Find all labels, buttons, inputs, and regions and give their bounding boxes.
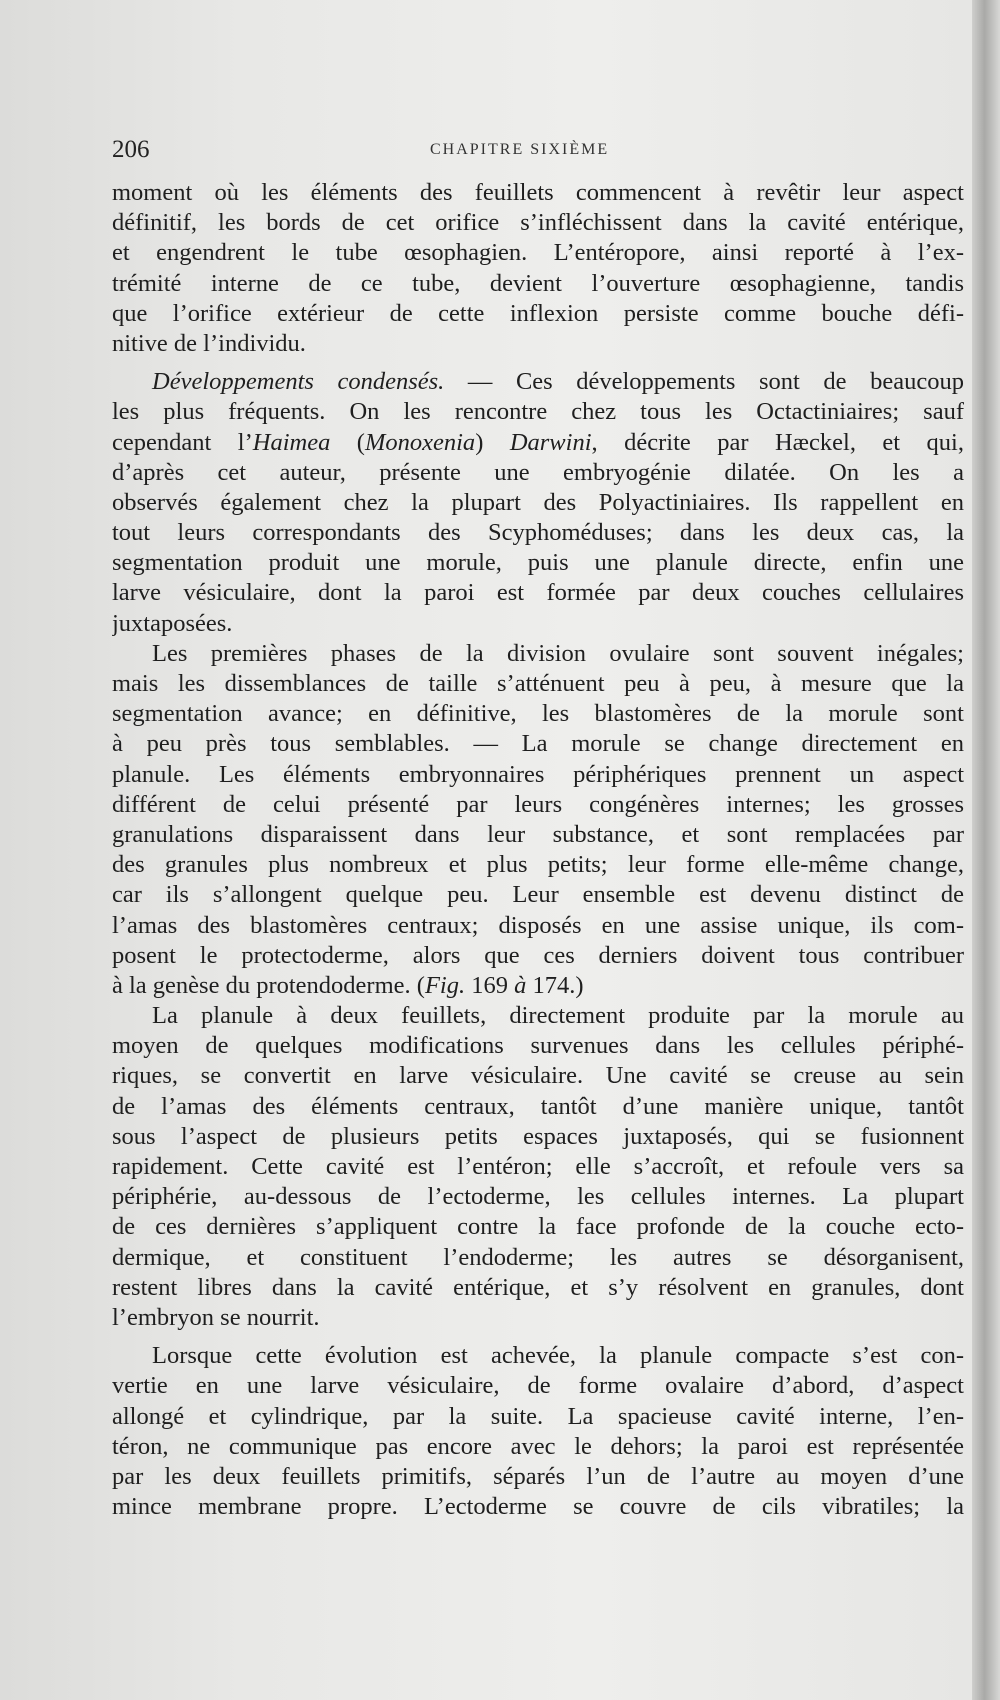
- line-text: cependant l’: [112, 428, 253, 456]
- running-head: CHAPITRE SIXIÈME: [430, 141, 610, 158]
- text-line: car ils s’allongent quelque peu. Leur ensemble est devenu distinct de: [112, 881, 964, 909]
- text-line: mince membrane propre. L’ectoderme se couvre de cils vibratiles; la: [112, 1493, 964, 1521]
- page-number: 206: [112, 136, 150, 163]
- text-line: à peu près tous semblables. — La morule se change directement en: [112, 730, 964, 758]
- text-line: restent libres dans la cavité entérique, et s’y résolvent en granules, dont: [112, 1273, 964, 1301]
- text-line: [112, 367, 964, 397]
- text-line: trémité interne de ce tube, devient l’ouverture œsophagienne, tandis: [112, 269, 964, 297]
- section-heading: Développements condensés.: [152, 368, 445, 396]
- text-line: et engendrent le tube œsophagien. L’entéropore, ainsi reporté à l’ex-: [112, 239, 964, 267]
- text-line: segmentation avance; en définitive, les blastomères de la morule sont: [112, 700, 964, 728]
- text-line: sous l’aspect de plusieurs petits espaces juxtaposés, qui se fusionnent: [112, 1122, 964, 1150]
- body-text: [112, 178, 964, 1522]
- text-line: mais les dissemblances de taille s’atténuent peu à peu, à mesure que la: [112, 670, 964, 697]
- text-line: riques, se convertit en larve vésiculaire. Une cavité se creuse au sein: [112, 1062, 964, 1090]
- subgenus-name: Monoxenia: [364, 428, 476, 456]
- text-line: vertie en une larve vésiculaire, de forme ovalaire d’abord, d’aspect: [112, 1372, 964, 1400]
- text-line: rapidement. Cette cavité est l’entéron; elle s’accroît, et refoule vers sa: [112, 1153, 964, 1180]
- text-line: planule. Les éléments embryonnaires périphériques prennent un aspect: [112, 760, 964, 788]
- line-text: décrite par Hæckel, et qui,: [624, 428, 964, 456]
- text-line: de l’amas des éléments centraux, tantôt d’une manière unique, tantôt: [112, 1092, 964, 1120]
- text-line: dermique, et constituent l’endoderme; les autres se désorganisent,: [112, 1243, 964, 1271]
- text-line: juxtaposées.: [112, 609, 233, 637]
- line-text: à la genèse du protendoderme. (: [112, 971, 425, 999]
- figure-ref: Fig.: [424, 971, 466, 999]
- text-line: larve vésiculaire, dont la paroi est formée par deux couches cellulaires: [112, 579, 964, 607]
- text-line: Lorsque cette évolution est achevée, la planule compacte s’est con-: [152, 1342, 964, 1370]
- text-line: Les premières phases de la division ovulaire sont souvent inégales;: [152, 639, 964, 667]
- text-line: les plus fréquents. On les rencontre chez tous les Octactiniaires; sauf: [112, 398, 964, 426]
- genus-name: Haimea: [252, 428, 331, 456]
- text-line: nitive de l’individu.: [112, 329, 306, 357]
- text-line: l’embryon se nourrit.: [112, 1303, 320, 1331]
- text-line: que l’orifice extérieur de cette inflexion persiste comme bouche défi-: [112, 299, 964, 327]
- text-line: moyen de quelques modifications survenues dans les cellules périphé-: [112, 1032, 964, 1060]
- text-line: tout leurs correspondants des Scyphoméduses; dans les deux cas, la: [112, 519, 964, 547]
- punct: ,: [591, 428, 625, 456]
- line-text: Ces développements sont de beaucoup: [515, 368, 964, 396]
- figure-range-word: à: [514, 971, 527, 999]
- text-line: [112, 971, 964, 1001]
- text-line: segmentation produit une morule, puis une planule directe, enfin une: [112, 549, 964, 577]
- text-line: posent le protectoderme, alors que ces derniers doivent tous contribuer: [112, 941, 964, 969]
- text-line: moment où les éléments des feuillets commencent à revêtir leur aspect: [112, 179, 964, 206]
- page-header: [112, 136, 962, 176]
- species-name: Darwini: [509, 428, 592, 456]
- page-edge-shadow: [972, 0, 1000, 1700]
- text-line: allongé et cylindrique, par la suite. La spacieuse cavité interne, l’en-: [112, 1402, 964, 1430]
- text-line: différent de celui présenté par leurs congénères internes; les grosses: [112, 790, 964, 818]
- text-line: par les deux feuillets primitifs, séparés l’un de l’autre au moyen d’une: [112, 1462, 964, 1490]
- text-line: téron, ne communique pas encore avec le dehors; la paroi est représentée: [112, 1432, 964, 1460]
- text-line: l’amas des blastomères centraux; disposés en une assise unique, ils com-: [112, 911, 964, 939]
- figure-number: 174.): [532, 971, 584, 999]
- text-line: observés également chez la plupart des Polyactiniaires. Ils rappellent en: [112, 488, 964, 516]
- figure-number: 169: [471, 971, 508, 999]
- text-line: granulations disparaissent dans leur substance, et sont remplacées par: [112, 820, 964, 848]
- text-line: [112, 428, 964, 458]
- text-line: d’après cet auteur, présente une embryogénie dilatée. On les a: [112, 458, 964, 486]
- text-line: des granules plus nombreux et plus petits; leur forme elle-même change,: [112, 851, 964, 879]
- text-line: périphérie, au-dessous de l’ectoderme, les cellules internes. La plupart: [112, 1183, 964, 1211]
- text-line: La planule à deux feuillets, directement produite par la morule au: [152, 1002, 964, 1030]
- text-line: de ces dernières s’appliquent contre la face profonde de la couche ecto-: [112, 1213, 964, 1241]
- punct: (: [330, 428, 365, 456]
- punct: ): [475, 428, 510, 456]
- text-line: définitif, les bords de cet orifice s’infléchissent dans la cavité entérique,: [112, 209, 964, 237]
- em-dash: —: [444, 368, 516, 396]
